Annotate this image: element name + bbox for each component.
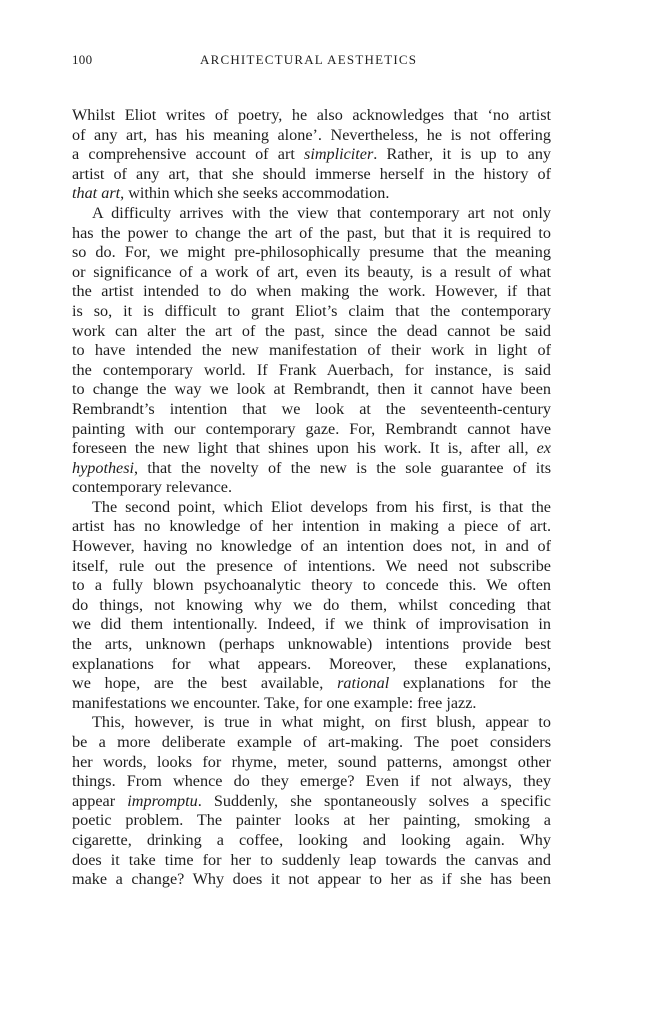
text-line [72,478,551,498]
text-segment: artist of any art, that she should immerse herself in the history of [72,164,551,183]
text-line [72,204,551,224]
text-segment: contemporary relevance. [72,478,232,497]
text-segment: foreseen the new light that shines upon his work. It is, after all, [72,439,537,458]
text-line [72,753,551,773]
italic-term: that art [72,184,121,203]
italic-term: ex [536,439,551,458]
text-segment: explanations for what appears. Moreover, these explanations, [72,654,551,673]
text-line [72,341,551,361]
text-line [72,420,551,440]
text-line [72,243,551,263]
text-line [72,165,551,185]
text-line [72,106,551,126]
text-line [72,400,551,420]
text-line [72,811,551,831]
text-segment: to change the way we look at Rembrandt, then it cannot have been [72,380,551,399]
text-segment: appear [72,791,128,810]
text-line [72,380,551,400]
running-title: ARCHITECTURAL AESTHETICS [200,52,418,67]
text-line [72,851,551,871]
text-segment: artist has no knowledge of her intention in making a piece of art. [72,517,551,536]
text-line [72,517,551,537]
text-segment: or significance of a work of art, even its beauty, is a result of what [72,262,551,281]
text-line [72,145,551,165]
text-segment: work can alter the art of the past, since the dead cannot be said [72,321,551,340]
text-line [72,831,551,851]
text-line [72,596,551,616]
text-segment: A difficulty arrives with the view that contemporary art not only [92,203,551,222]
text-segment: the contemporary world. If Frank Auerbach, for instance, is said [72,360,551,379]
text-line [72,537,551,557]
italic-term: simpliciter [304,145,374,164]
text-segment: painting with our contemporary gaze. For, Rembrandt cannot have [72,419,551,438]
text-segment: poetic problem. The painter looks at her painting, smoking a [72,811,551,830]
text-segment: However, having no knowledge of an intention does not, in and of [72,537,551,556]
italic-term: hypothesi [72,458,135,477]
text-segment: cigarette, drinking a coffee, looking and looking again. Why [72,830,551,849]
text-segment: we did them intentionally. Indeed, if we think of improvisation in [72,615,551,634]
text-segment: to have intended the new manifestation of their work in light of [72,341,551,360]
text-line [72,282,551,302]
text-segment: of any art, has his meaning alone’. Nevertheless, he is not offering [72,125,551,144]
text-line [72,126,551,146]
text-segment: her words, looks for rhyme, meter, sound patterns, amongst other [72,752,551,771]
text-line [72,713,551,733]
text-segment: The second point, which Eliot develops from his first, is that the [92,497,551,516]
text-segment: so do. For, we might pre-philosophically presume that the meaning [72,243,551,262]
text-segment: make a change? Why does it not appear to her as if she has been [72,870,551,889]
text-line [72,557,551,577]
text-line [72,655,551,675]
text-line [72,439,551,459]
text-line [72,870,551,890]
text-segment: things. From whence do they emerge? Even if not always, they [72,772,551,791]
book-page [72,0,551,1017]
text-segment: the artist intended to do when making the work. However, if that [72,282,551,301]
text-segment: . Rather, it is up to any [373,145,552,164]
text-segment: does it take time for her to suddenly leap towards the canvas and [72,850,551,869]
text-line [72,322,551,342]
text-segment: Rembrandt’s intention that we look at the seventeenth-century [72,399,551,418]
text-segment: , within which she seeks accommodation. [120,184,390,203]
text-segment: itself, rule out the presence of intentions. We need not subscribe [72,556,551,575]
text-segment: we hope, are the best available, [72,674,338,693]
body-text [72,106,551,890]
text-line [72,224,551,244]
text-line [72,184,551,204]
text-segment: a comprehensive account of art [72,145,305,164]
text-segment: the arts, unknown (perhaps unknowable) intentions provide best [72,635,551,654]
text-line [72,498,551,518]
italic-term: impromptu [127,791,198,810]
text-segment: has the power to change the art of the past, but that it is required to [72,223,551,242]
italic-term: rational [337,674,390,693]
text-line [72,615,551,635]
text-line [72,694,551,714]
text-segment: to a fully blown psychoanalytic theory to concede this. We often [72,576,551,595]
text-line [72,772,551,792]
text-line [72,576,551,596]
text-segment: , that the novelty of the new is the sole guarantee of its [134,458,551,477]
text-segment: do things, not knowing why we do them, whilst conceding that [72,595,551,614]
text-line [72,302,551,322]
text-segment: is so, it is difficult to grant Eliot’s claim that the contemporary [72,301,551,320]
text-segment: This, however, is true in what might, on first blush, appear to [92,713,551,732]
text-segment: . Suddenly, she spontaneously solves a specific [197,791,551,810]
text-segment: be a more deliberate example of art-making. The poet considers [72,733,551,751]
text-line [72,674,551,694]
text-line [72,361,551,381]
text-segment: explanations for the [389,674,551,693]
text-segment: manifestations we encounter. Take, for one example: free jazz. [72,693,477,712]
text-line [72,792,551,812]
text-segment: Whilst Eliot writes of poetry, he also acknowledges that ‘no artist [72,106,551,124]
text-line [72,459,551,479]
text-line [72,263,551,283]
text-line [72,635,551,655]
page-number: 100 [72,52,93,67]
text-line [72,733,551,753]
